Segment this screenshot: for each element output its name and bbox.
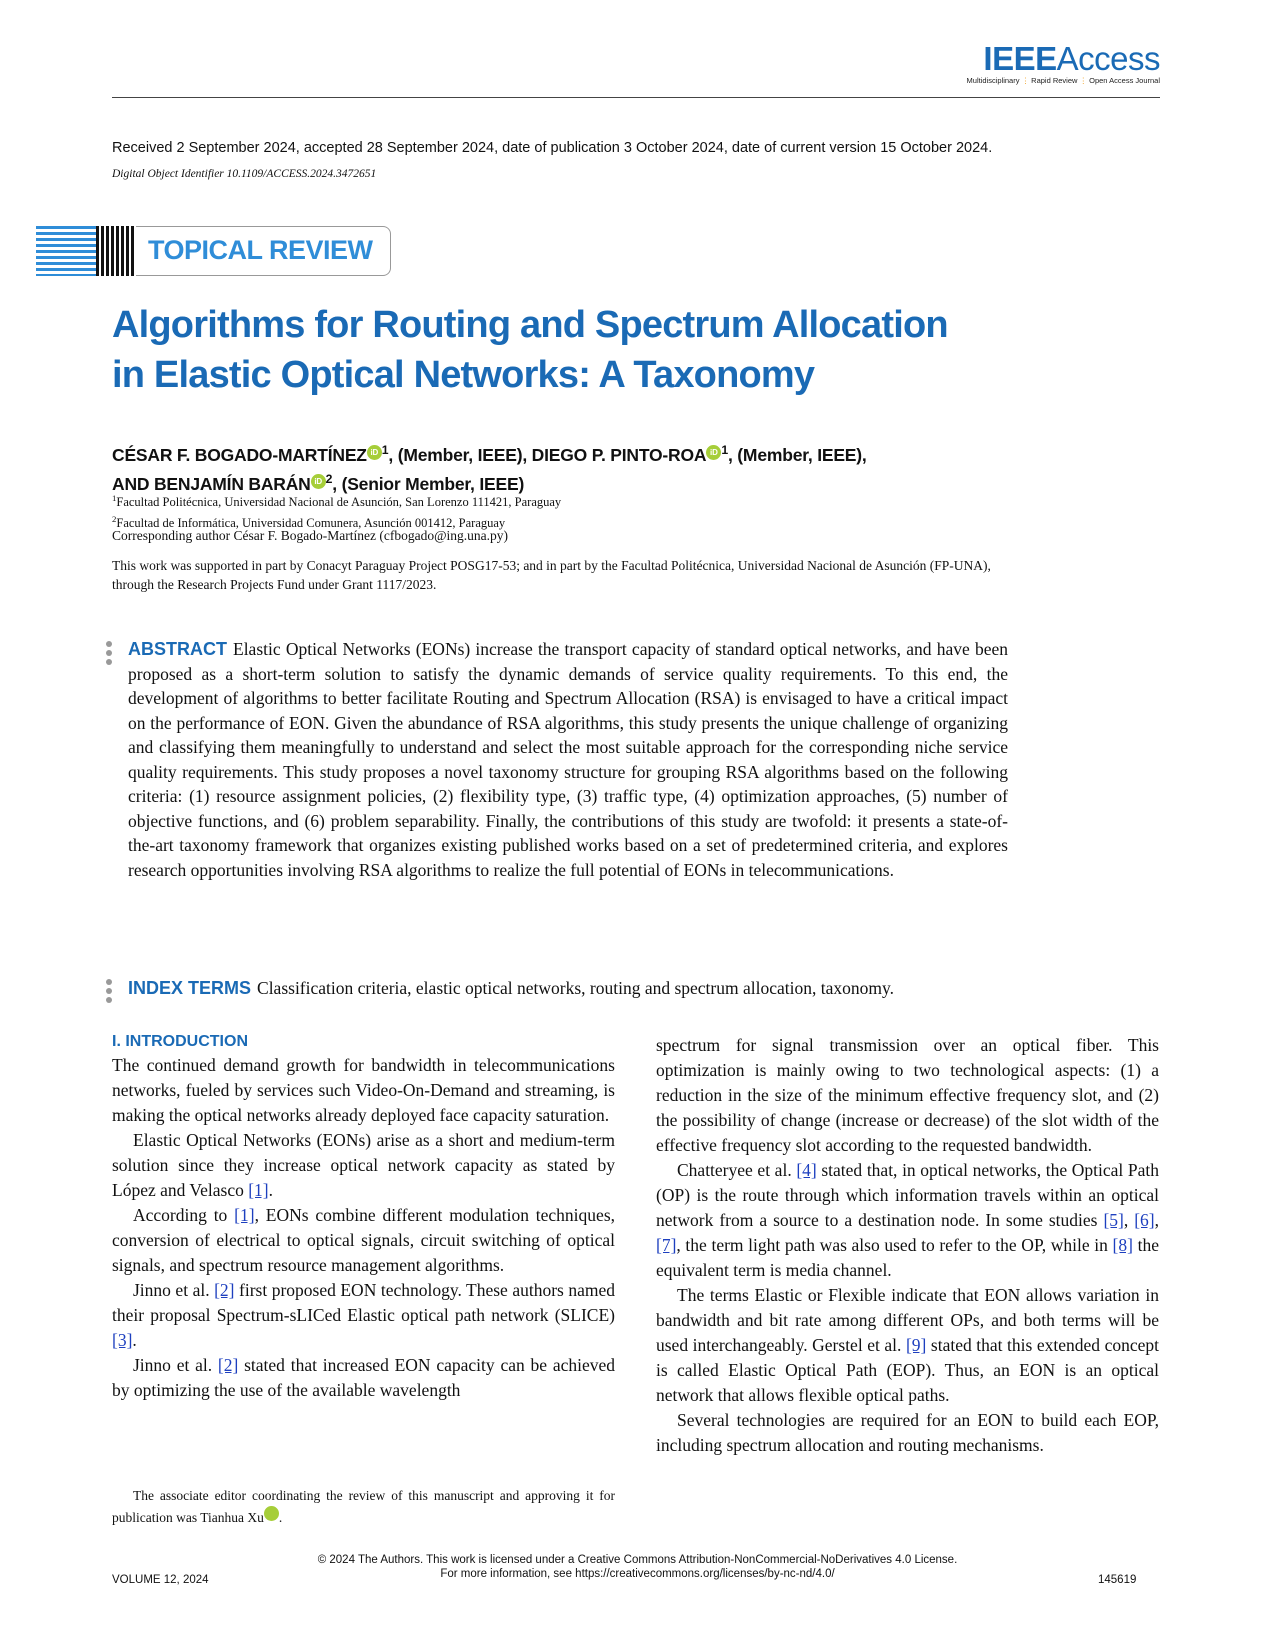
editor-footnote: The associate editor coordinating the review of this manuscript and approving it for publication was Tianhua Xu iD. (112, 1488, 615, 1525)
author-3-membership: , (Senior Member, IEEE) (332, 473, 525, 494)
citation-link[interactable]: [3] (112, 1330, 133, 1350)
paragraph: The continued demand growth for bandwidth in telecommunications networks, fueled by services such Video-On-Demand and streaming, is making the optical networks already deployed face capacity saturation. (112, 1055, 615, 1125)
logo-access: Access (1056, 40, 1160, 77)
badge-stripes (36, 226, 96, 276)
abstract-dots (106, 641, 112, 668)
section-badge (36, 226, 392, 276)
paragraph: Jinno et al. [2] first proposed EON technology. These authors named their proposal Spectrum-sLICed Elastic optical path network (SLICE) [3]. (112, 1280, 615, 1350)
paragraph: Jinno et al. [2] stated that increased EON capacity can be achieved by optimizing the use of the available wavelength (112, 1355, 615, 1400)
citation-link[interactable]: [9] (905, 1335, 927, 1355)
received-dates: Received 2 September 2024, accepted 28 September 2024, date of publication 3 October 2024, date of current version 15 October 2024. (112, 140, 993, 156)
author-2-membership: , (Member, IEEE), (727, 444, 867, 465)
citation-link[interactable]: [1] (234, 1205, 255, 1225)
affiliations (112, 490, 561, 532)
paper-title (112, 300, 1112, 400)
orcid-icon[interactable]: iD (706, 445, 721, 460)
doi: Digital Object Identifier 10.1109/ACCESS.2024.3472651 (112, 168, 377, 180)
header-rule (112, 97, 1160, 98)
orcid-icon[interactable]: iD (264, 1506, 279, 1521)
paragraph: Chatteryee et al. [4] stated that, in optical networks, the Optical Path (OP) is the route through which information travels within an optical network from a source to a destination node. In some studies [5], [6], [7], the term light path was also used to refer to the OP, while in [8] the equivalent term is media channel. (656, 1160, 1160, 1280)
orcid-icon[interactable]: iD (311, 474, 326, 489)
section-heading: I. INTRODUCTION (112, 1033, 248, 1050)
badge-bars (96, 226, 136, 276)
author-3: AND BENJAMÍN BARÁN (112, 473, 311, 494)
paragraph: spectrum for signal transmission over an optical fiber. This optimization is mainly owing to two technological aspects: (1) a reduction in the size of the minimum effective frequency slot, and (2) the possibility of change (increase or decrease) of the slot width of the effective frequency slot according to the requested bandwidth. (656, 1035, 1159, 1155)
paragraph: The terms Elastic or Flexible indicate that EON allows variation in bandwidth and bit rate among different OPs, and both terms will be used interchangeably. Gerstel et al. [9] stated that this extended concept is called Elastic Optical Path (EOP). Thus, an EON is an optical network that allows flexible optical paths. (656, 1285, 1159, 1405)
citation-link[interactable]: [2] (217, 1355, 239, 1375)
orcid-icon[interactable]: iD (367, 445, 382, 460)
index-terms-dots (106, 979, 112, 1006)
volume-label: VOLUME 12, 2024 (112, 1574, 209, 1586)
badge-label: TOPICAL REVIEW (148, 235, 373, 265)
footnote-text: The associate editor coordinating the review of this manuscript and approving it for publication was Tianhua Xu (112, 1488, 615, 1525)
left-column (112, 1033, 615, 1403)
author-2-affil: 1 (721, 443, 728, 457)
citation-link[interactable]: [8] (1112, 1235, 1133, 1255)
citation-link[interactable]: [6] (1134, 1210, 1155, 1230)
logo-ieee: IEEE (983, 40, 1057, 77)
author-1-affil: 1 (381, 443, 389, 457)
paragraph: Elastic Optical Networks (EONs) arise as a short and medium-term solution since they increase optical network capacity as stated by López and Velasco [1]. (112, 1130, 615, 1200)
author-list (112, 438, 1112, 496)
right-column (656, 1033, 1159, 1458)
index-terms (128, 976, 1028, 1000)
title-line-1: Algorithms for Routing and Spectrum Allocation (112, 304, 948, 346)
page-number: 145619 (1098, 1574, 1137, 1586)
author-2: DIEGO P. PINTO-ROA (531, 444, 707, 465)
license-line-2[interactable]: For more information, see https://creativecommons.org/licenses/by-nc-nd/4.0/ (440, 1568, 835, 1580)
affiliation-2: $^2$Facultad de Informática, Universidad Comunera, Asunción 001412, Paraguay (112, 514, 506, 531)
citation-link[interactable]: [2] (214, 1280, 235, 1300)
paragraph: Several technologies are required for an EON to build each EOP, including spectrum allocation and routing mechanisms. (656, 1410, 1159, 1455)
funding-note: This work was supported in part by Conacyt Paraguay Project POSG17-53; and in part by the Facultad Politécnica, Universidad Nacional de Asunción (FP-UNA), through the Research Projects Fund under Grant 1117/2023. (112, 558, 991, 592)
abstract-label: ABSTRACT (128, 639, 227, 659)
author-1: CÉSAR F. BOGADO-MARTÍNEZ (112, 444, 367, 465)
corresponding-author: Corresponding author César F. Bogado-Martínez (cfbogado@ing.una.py) (112, 528, 509, 543)
citation-link[interactable]: [7] (656, 1235, 677, 1255)
author-3-affil: 2 (325, 471, 333, 486)
logo-tagline: Multidisciplinary ⋮ Rapid Review ⋮ Open Access Journal (966, 76, 1160, 85)
citation-link[interactable]: [4] (796, 1160, 817, 1180)
license-line-1: © 2024 The Authors. This work is licensed under a Creative Commons Attribution-NonCommercial-NoDerivatives 4.0 License. (317, 1554, 958, 1566)
author-1-membership: , (Member, IEEE), (388, 444, 527, 465)
citation-link[interactable]: [5] (1103, 1210, 1124, 1230)
index-terms-text: Classification criteria, elastic optical networks, routing and spectrum allocation, taxonomy. (257, 978, 894, 998)
paragraph: According to [1], EONs combine different modulation techniques, conversion of electrical to optical signals, circuit switching of optical signals, and spectrum resource management algorithms. (112, 1205, 615, 1275)
abstract (128, 637, 1008, 882)
journal-logo (960, 40, 1160, 85)
affiliation-1: $^1$Facultad Politécnica, Universidad Nacional de Asunción, San Lorenzo 111421, Paraguay (112, 493, 562, 510)
abstract-text: Elastic Optical Networks (EONs) increase the transport capacity of standard optical networks, and have been proposed as a short-term solution to satisfy the dynamic demands of service quality requirements. To this end, the development of algorithms to better facilitate Routing and Spectrum Allocation (RSA) is envisaged to have a critical impact on the performance of EON. Given the abundance of RSA algorithms, this study presents the unique challenge of organizing and classifying them meaningfully to understand and select the most suitable approach for the corresponding niche service quality requirements. This study proposes a novel taxonomy structure for grouping RSA algorithms based on the following criteria: (1) resource assignment policies, (2) flexibility type, (3) traffic type, (4) optimization approaches, (5) number of objective functions, and (6) problem separability. Finally, the contributions of this study are twofold: it presents a state-of-the-art taxonomy framework that organizes existing published works based on a set of predetermined criteria, and explores research opportunities involving RSA algorithms to realize the full potential of EONs in telecommunications. (128, 639, 1008, 880)
citation-link[interactable]: [1] (248, 1180, 269, 1200)
index-terms-label: INDEX TERMS (128, 978, 252, 998)
title-line-2: in Elastic Optical Networks: A Taxonomy (112, 354, 815, 396)
